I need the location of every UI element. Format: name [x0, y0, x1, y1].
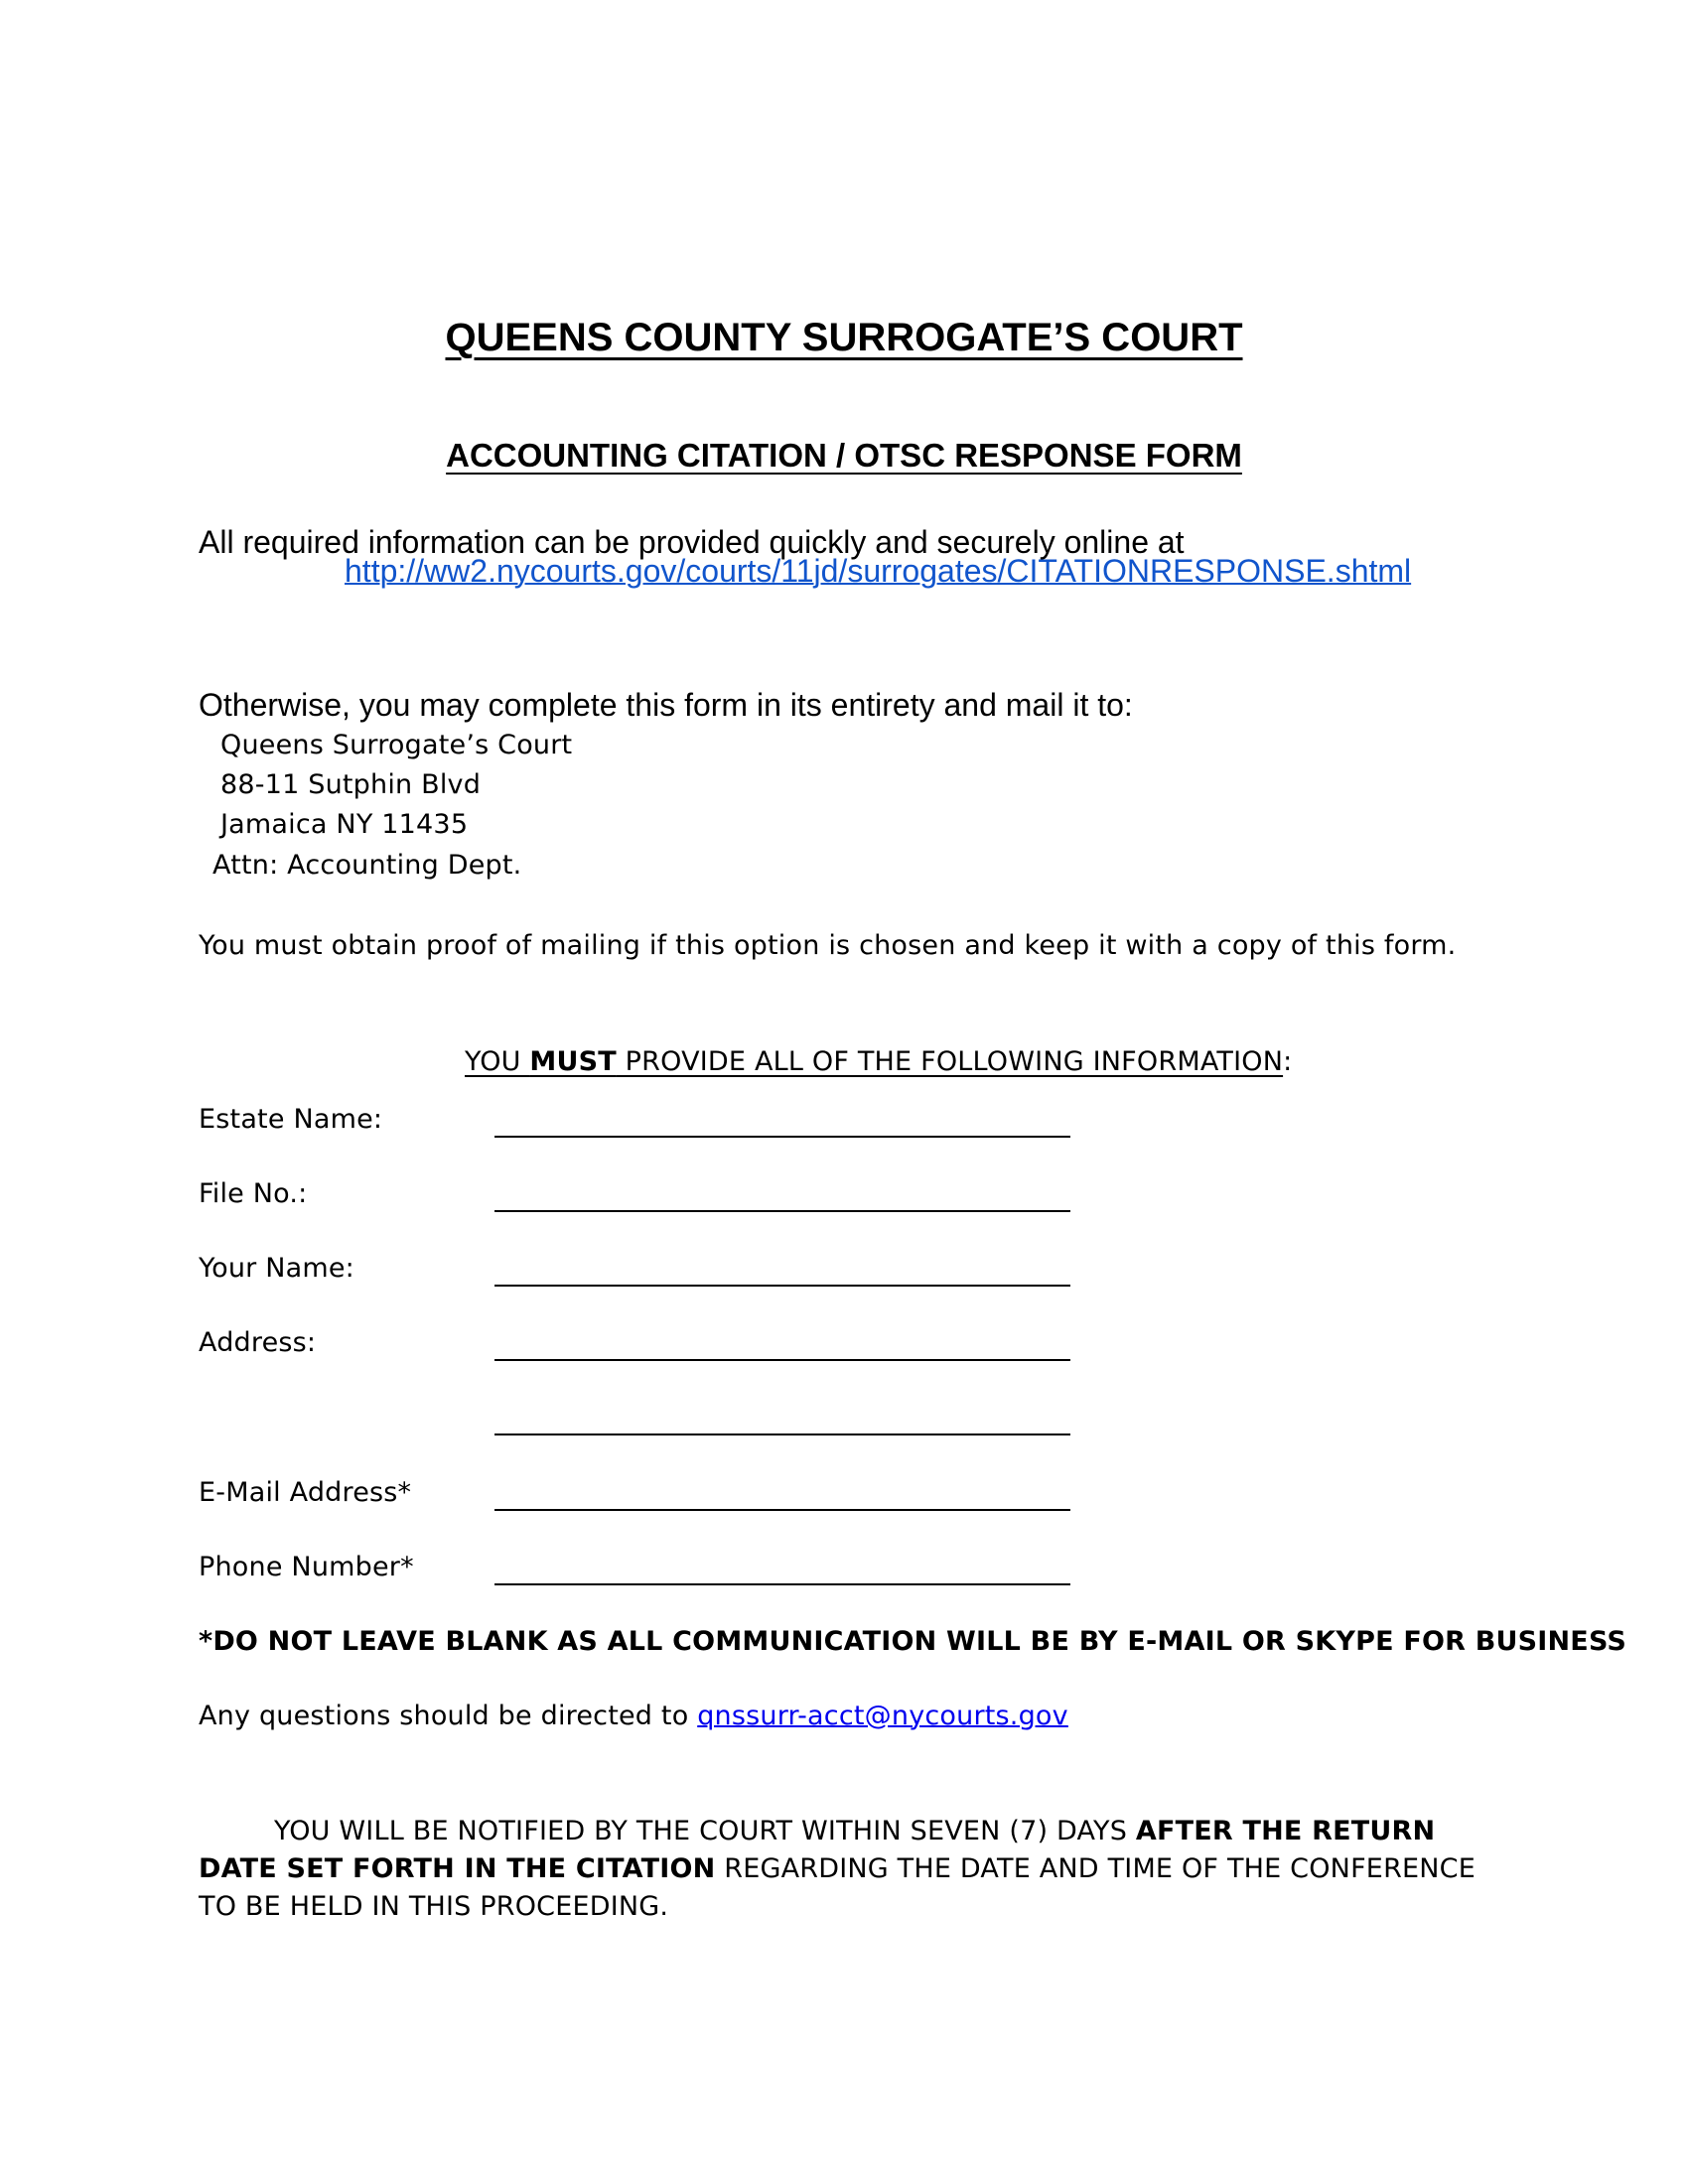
contact-warning: *DO NOT LEAVE BLANK AS ALL COMMUNICATION WILL BE BY E-MAIL OR SKYPE FOR BUSINESS	[199, 1626, 1627, 1657]
form-heading-must: MUST	[529, 1046, 617, 1077]
questions-line	[199, 1701, 1068, 1731]
phone-label: Phone Number*	[199, 1552, 414, 1582]
address-line-court: Queens Surrogate’s Court	[220, 730, 573, 760]
address-field-line-2[interactable]	[494, 1433, 1070, 1435]
address-line-street: 88-11 Sutphin Blvd	[220, 769, 482, 800]
mail-intro: Otherwise, you may complete this form in its entirety and mail it to:	[199, 687, 1133, 723]
phone-field[interactable]	[494, 1583, 1070, 1585]
notification-notice	[199, 1813, 1489, 1926]
notice-part-1: YOU WILL BE NOTIFIED BY THE COURT WITHIN SEVEN (7) DAYS	[274, 1816, 1136, 1846]
email-field[interactable]	[494, 1509, 1070, 1511]
online-intro: All required information can be provided quickly and securely online at	[199, 524, 1185, 560]
proof-of-mailing-note: You must obtain proof of mailing if this option is chosen and keep it with a copy of this form.	[199, 930, 1457, 961]
file-no-label: File No.:	[199, 1178, 308, 1209]
address-line-attn: Attn: Accounting Dept.	[212, 850, 522, 881]
estate-name-label: Estate Name:	[199, 1104, 383, 1135]
form-subtitle: ACCOUNTING CITATION / OTSC RESPONSE FORM	[446, 437, 1242, 474]
form-heading-colon: :	[1283, 1046, 1293, 1077]
questions-text: Any questions should be directed to	[199, 1701, 698, 1731]
questions-email-link[interactable]: qnssurr-acct@nycourts.gov	[697, 1701, 1068, 1731]
file-no-field[interactable]	[494, 1210, 1070, 1212]
email-label: E-Mail Address*	[199, 1477, 412, 1508]
page-title: QUEENS COUNTY SURROGATE’S COURT	[445, 316, 1243, 359]
your-name-field[interactable]	[494, 1285, 1070, 1287]
online-response-link[interactable]: http://ww2.nycourts.gov/courts/11jd/surrogates/CITATIONRESPONSE.shtml	[345, 553, 1412, 589]
address-label: Address:	[199, 1327, 317, 1358]
your-name-label: Your Name:	[199, 1253, 354, 1284]
form-heading	[465, 1046, 1292, 1077]
notice-part-2: AFTER THE RETURN DATE SET FORTH IN THE CITATION	[199, 1816, 1436, 1884]
address-field-line-1[interactable]	[494, 1359, 1070, 1361]
form-heading-pre: YOU	[465, 1046, 530, 1077]
notice-part-3: REGARDING THE DATE AND TIME OF THE CONFERENCE TO BE HELD IN THIS PROCEEDING.	[199, 1853, 1476, 1922]
estate-name-field[interactable]	[494, 1136, 1070, 1138]
address-line-city: Jamaica NY 11435	[220, 809, 469, 840]
form-heading-post: PROVIDE ALL OF THE FOLLOWING INFORMATION	[616, 1046, 1284, 1077]
